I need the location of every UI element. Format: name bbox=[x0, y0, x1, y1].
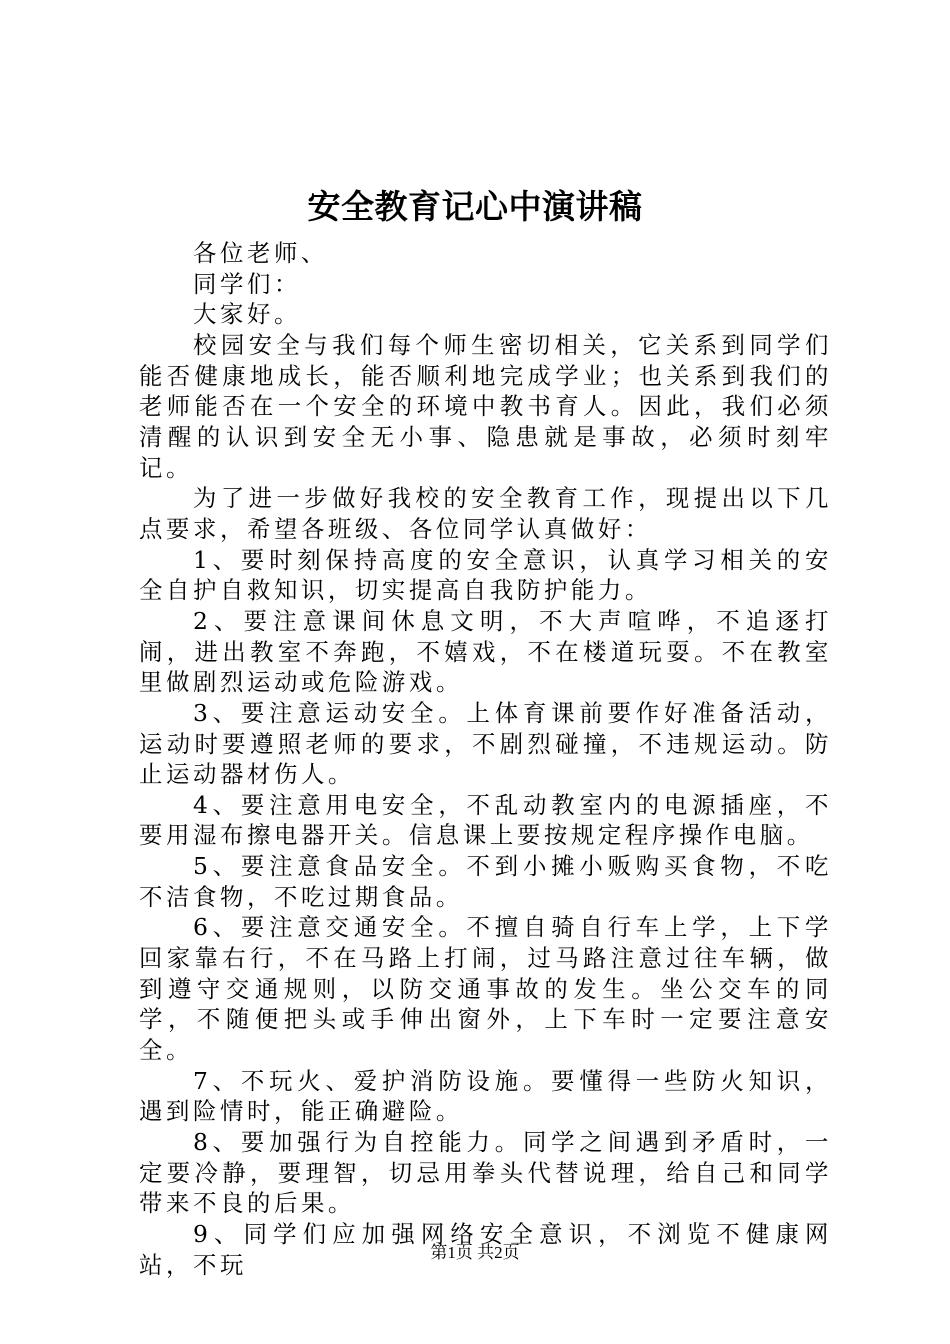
list-item-4: 4、要注意用电安全，不乱动教室内的电源插座，不要用湿布擦电器开关。信息课上要按规定程序操作电脑。 bbox=[139, 790, 832, 850]
list-item-5: 5、要注意食品安全。不到小摊小贩购买食物，不吃不洁食物，不吃过期食品。 bbox=[139, 852, 832, 911]
list-item-7: 7、不玩火、爱护消防设施。要懂得一些防火知识，遇到险情时，能正确避险。 bbox=[139, 1066, 832, 1126]
list-item-3: 3、要注意运动安全。上体育课前要作好准备活动，运动时要遵照老师的要求，不剧烈碰撞，不违规运动。防止运动器材伤人。 bbox=[139, 698, 832, 789]
paragraph-requirements: 为了进一步做好我校的安全教育工作，现提出以下几点要求，希望各班级、各位同学认真做好： bbox=[139, 484, 832, 543]
document-body bbox=[139, 238, 832, 1280]
greeting-line-2: 同学们： bbox=[193, 269, 301, 298]
document-title: 安全教育记心中演讲稿 bbox=[307, 187, 643, 226]
list-item-2: 2、要注意课间休息文明，不大声喧哗，不追逐打闹，进出教室不奔跑，不嬉戏，不在楼道玩耍。不在教室里做剧烈运动或危险游戏。 bbox=[139, 606, 832, 697]
list-item-6: 6、要注意交通安全。不擅自骑自行车上学，上下学回家靠右行，不在马路上打闹，过马路注意过往车辆，做到遵守交通规则，以防交通事故的发生。坐公交车的同学，不随便把头或手伸出窗外，上下车时一定要注意安全。 bbox=[139, 913, 832, 1065]
list-item-8: 8、要加强行为自控能力。同学之间遇到矛盾时，一定要冷静，要理智，切忌用拳头代替说理，给自己和同学带来不良的后果。 bbox=[139, 1128, 832, 1218]
list-item-9: 9、同学们应加强网络安全意识，不浏览不健康网站，不玩 bbox=[139, 1220, 832, 1279]
greeting-line-1: 各位老师、 bbox=[193, 239, 328, 267]
paragraph-intro: 校园安全与我们每个师生密切相关，它关系到同学们能否健康地成长，能否顺利地完成学业；也关系到我们的老师能否在一个安全的环境中教书育人。因此，我们必须清醒的认识到安全无小事、隐患就是事故，必须时刻牢记。 bbox=[139, 330, 832, 482]
page-footer: 第1页 共2页 bbox=[430, 1243, 520, 1262]
greeting-line-3: 大家好。 bbox=[193, 300, 301, 329]
list-item-1: 1、要时刻保持高度的安全意识，认真学习相关的安全自护自救知识，切实提高自我防护能力。 bbox=[139, 545, 832, 605]
